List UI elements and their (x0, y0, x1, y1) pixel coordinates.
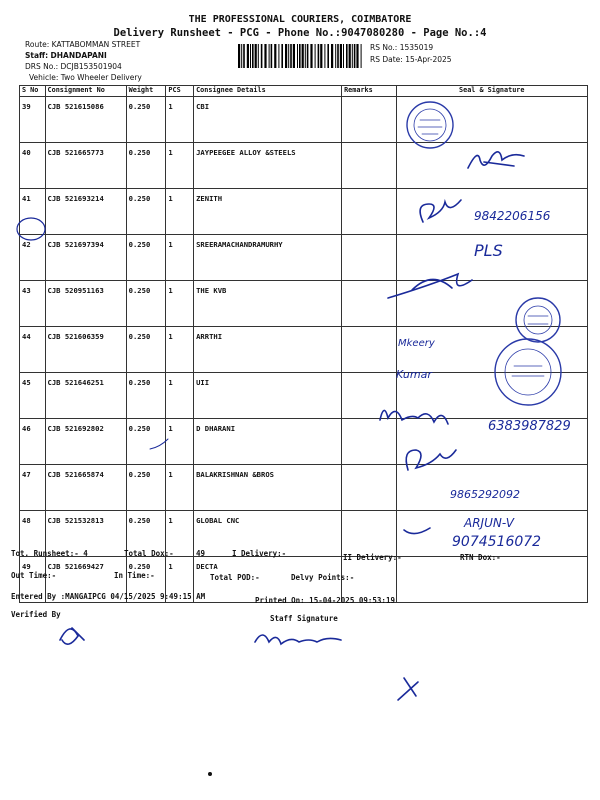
row-pcs: 1 (166, 557, 194, 603)
row-remarks (342, 511, 396, 557)
total-dox-value: 49 (196, 549, 206, 558)
row-consignee: D DHARANI (194, 419, 342, 465)
hw-name-46: Kumar (396, 368, 432, 381)
row-consignee: BALAKRISHNAN &BROS (194, 465, 342, 511)
row-consignee: SREERAMACHANDRAMURHY (194, 235, 342, 281)
row-consignee: DECTA (194, 557, 342, 603)
row-sno: 49 (20, 557, 46, 603)
row-consignment: CJB 520951163 (45, 281, 126, 327)
row-sno: 42 (20, 235, 46, 281)
row-consignee: GLOBAL CNC (194, 511, 342, 557)
table-row (20, 189, 588, 235)
col-signature: Seal & Signature (396, 86, 587, 97)
row-signature-cell (396, 235, 587, 281)
row-pcs: 1 (166, 373, 194, 419)
row-sno: 44 (20, 327, 46, 373)
row-weight: 0.250 (126, 373, 166, 419)
table-row (20, 281, 588, 327)
row-consignee: JAYPEEGEE ALLOY &STEELS (194, 143, 342, 189)
route-line: Route: KATTABOMMAN STREET (25, 40, 141, 49)
row-sno: 43 (20, 281, 46, 327)
row-signature-cell (396, 557, 587, 603)
row-consignment: CJB 521665773 (45, 143, 126, 189)
out-time: Out Time:- (11, 571, 57, 580)
row-consignment: CJB 521692802 (45, 419, 126, 465)
row-remarks (342, 97, 396, 143)
row-pcs: 1 (166, 235, 194, 281)
row-remarks (342, 281, 396, 327)
hw-phone-48: 9865292092 (450, 488, 520, 501)
row-signature-cell (396, 327, 587, 373)
row-signature-cell (396, 373, 587, 419)
row-remarks (342, 373, 396, 419)
row-signature-cell (396, 143, 587, 189)
row-pcs: 1 (166, 281, 194, 327)
row-consignment: CJB 521669427 (45, 557, 126, 603)
table-row (20, 327, 588, 373)
row-pcs: 1 (166, 143, 194, 189)
col-pcs: PCS (166, 86, 194, 97)
row-signature-cell (396, 189, 587, 235)
row-weight: 0.250 (126, 97, 166, 143)
runsheet-table (19, 85, 588, 603)
row-pcs: 1 (166, 511, 194, 557)
hw-phone-47: 6383987829 (488, 419, 571, 434)
total-pod: Total POD:- (210, 573, 260, 582)
row-sno: 47 (20, 465, 46, 511)
row-weight: 0.250 (126, 235, 166, 281)
row-sno: 48 (20, 511, 46, 557)
row-pcs: 1 (166, 327, 194, 373)
staff-label: Staff: (25, 51, 49, 60)
stray-mark (398, 678, 418, 700)
total-dox-label: Total Dox:- (124, 549, 174, 558)
col-consignment: Consignment No (45, 86, 126, 97)
row-pcs: 1 (166, 419, 194, 465)
entered-by: Entered By :MANGAIPCG 04/15/2025 9:49:15 AM (11, 592, 206, 601)
table-row (20, 373, 588, 419)
row-signature-cell (396, 511, 587, 557)
table-row (20, 419, 588, 465)
row-consignee: CBI (194, 97, 342, 143)
verified-by: Verified By (11, 610, 61, 619)
i-delivery: I Delivery:- (232, 549, 287, 558)
rs-number: RS No.: 1535019 (370, 43, 434, 52)
row-weight: 0.250 (126, 189, 166, 235)
row-pcs: 1 (166, 97, 194, 143)
row-consignee: UII (194, 373, 342, 419)
row-sno: 41 (20, 189, 46, 235)
row-signature-cell (396, 281, 587, 327)
row-sno: 40 (20, 143, 46, 189)
staff-line (25, 51, 107, 60)
staff-name: DHANDAPANI (50, 51, 107, 60)
table-row (20, 465, 588, 511)
barcode-image (238, 44, 362, 68)
col-remarks: Remarks (342, 86, 396, 97)
row-remarks (342, 189, 396, 235)
row-weight: 0.250 (126, 327, 166, 373)
row-sno: 46 (20, 419, 46, 465)
verified-signature (60, 628, 84, 644)
vehicle-line: Vehicle: Two Wheeler Delivery (29, 73, 142, 82)
hw-name-45: Mkeery (398, 338, 435, 349)
row-remarks (342, 465, 396, 511)
row-weight: 0.250 (126, 557, 166, 603)
runsheet-subtitle: Delivery Runsheet - PCG - Phone No.:9047080280 - Page No.:4 (113, 27, 487, 39)
row-consignment: CJB 521665874 (45, 465, 126, 511)
rtn-dox: RTN Dox:- (460, 553, 501, 562)
table-header-row (20, 86, 588, 97)
hw-phone-49: 9074516072 (452, 534, 542, 550)
row-consignment: CJB 521693214 (45, 189, 126, 235)
row-pcs: 1 (166, 465, 194, 511)
table-row (20, 511, 588, 557)
hw-name-49: ARJUN-V (464, 516, 514, 530)
table-row (20, 143, 588, 189)
staff-signature-label: Staff Signature (270, 614, 338, 623)
row-weight: 0.250 (126, 419, 166, 465)
col-consignee: Consignee Details (194, 86, 342, 97)
row-weight: 0.250 (126, 465, 166, 511)
row-remarks (342, 143, 396, 189)
row-remarks (342, 327, 396, 373)
col-weight: Weight (126, 86, 166, 97)
row-consignment: CJB 521606359 (45, 327, 126, 373)
in-time: In Time:- (114, 571, 155, 580)
row-consignee: ZENITH (194, 189, 342, 235)
row-consignment: CJB 521697394 (45, 235, 126, 281)
rs-date: RS Date: 15-Apr-2025 (370, 55, 452, 64)
row-consignment: CJB 521532813 (45, 511, 126, 557)
row-consignment: CJB 521615086 (45, 97, 126, 143)
table-row (20, 97, 588, 143)
hw-pls-43: PLS (474, 241, 503, 260)
delvy-points: Delvy Points:- (291, 573, 355, 582)
row-consignee: ARRTHI (194, 327, 342, 373)
staff-signature (255, 635, 341, 644)
row-sno: 45 (20, 373, 46, 419)
row-weight: 0.250 (126, 143, 166, 189)
hw-phone-41: 9842206156 (474, 209, 551, 223)
col-sno: S No (20, 86, 46, 97)
row-remarks (342, 235, 396, 281)
row-signature-cell (396, 419, 587, 465)
ii-delivery: II Delivery:- (343, 553, 402, 562)
row-weight: 0.250 (126, 281, 166, 327)
runsheet-title: THE PROFESSIONAL COURIERS, COIMBATORE (188, 14, 412, 25)
row-signature-cell (396, 465, 587, 511)
row-remarks (342, 419, 396, 465)
row-pcs: 1 (166, 189, 194, 235)
row-consignment: CJB 521646251 (45, 373, 126, 419)
dot-mark (208, 772, 212, 776)
row-consignee: THE KVB (194, 281, 342, 327)
row-signature-cell (396, 97, 587, 143)
row-weight: 0.250 (126, 511, 166, 557)
table-row (20, 235, 588, 281)
printed-on: Printed On: 15-04-2025 09:53:19 (255, 596, 395, 605)
tot-runsheet: Tot. Runsheet:- 4 (11, 549, 88, 558)
row-sno: 39 (20, 97, 46, 143)
drs-line: DRS No.: DCJB153501904 (25, 62, 122, 71)
